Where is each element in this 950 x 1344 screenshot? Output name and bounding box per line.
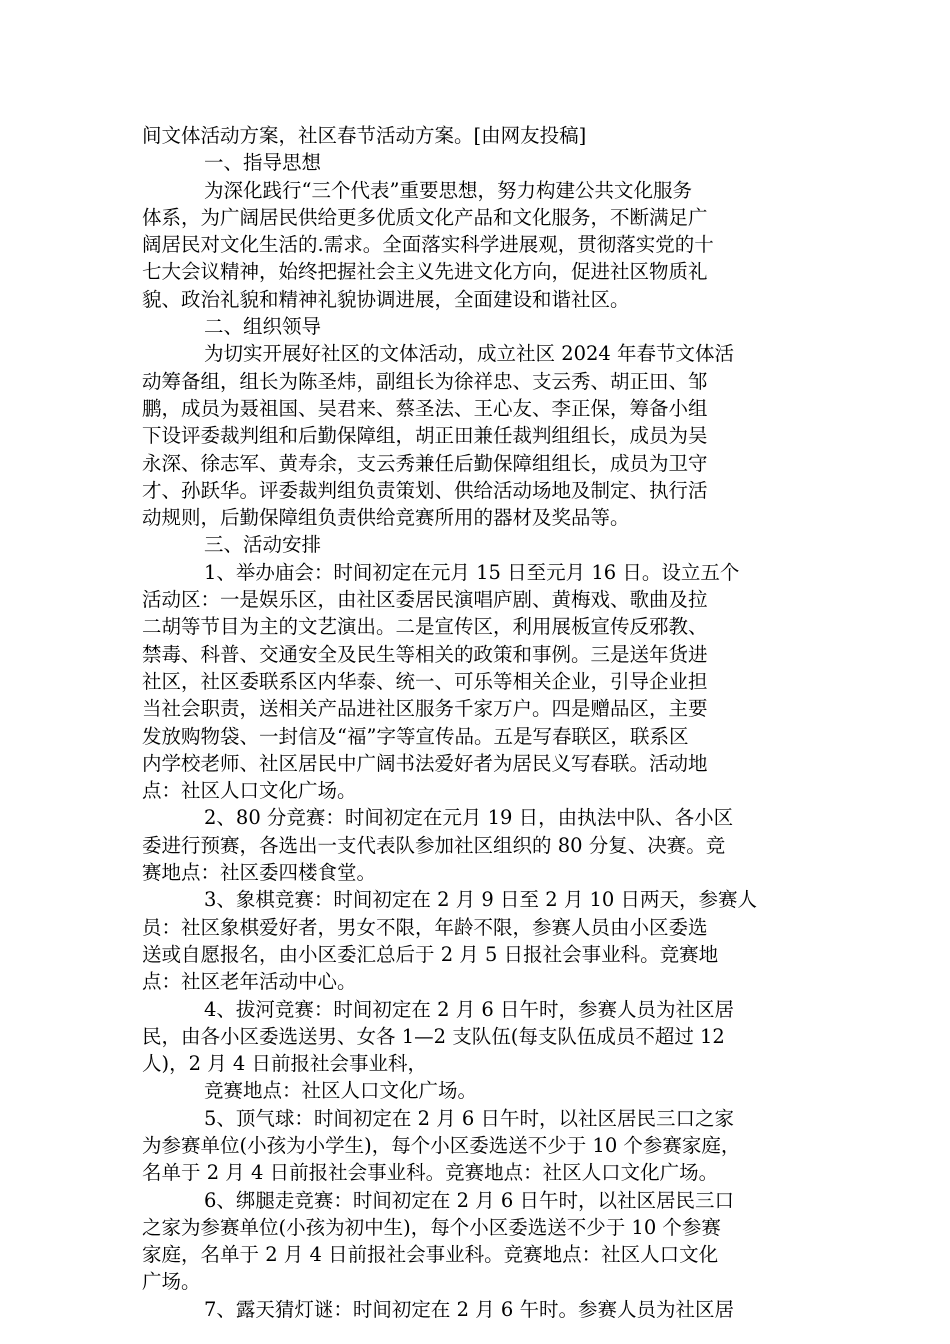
text-line: 2、80 分竞赛：时间初定在元月 19 日，由执法中队、各小区 [204, 806, 734, 830]
text-line: 动筹备组，组长为陈圣炜，副组长为徐祥忠、支云秀、胡正田、邹 [142, 369, 708, 393]
text-line: 员：社区象棋爱好者，男女不限，年龄不限，参赛人员由小区委选 [142, 915, 708, 939]
text-line: 二胡等节目为主的文艺演出。二是宣传区，利用展板宣传反邪教、 [142, 615, 708, 639]
text-line: 为深化践行“三个代表”重要思想，努力构建公共文化服务 [204, 178, 692, 202]
text-line: 禁毒、科普、交通安全及民生等相关的政策和事例。三是送年货进 [142, 642, 708, 666]
text-line: 当社会职责，送相关产品进社区服务千家万户。四是赠品区，主要 [142, 697, 708, 721]
text-line: 才、孙跃华。评委裁判组负责策划、供给活动场地及制定、执行活 [142, 478, 708, 502]
text-line: 阔居民对文化生活的.需求。全面落实科学进展观，贯彻落实党的十 [142, 233, 714, 257]
text-line: 动规则，后勤保障组负责供给竞赛所用的器材及奖品等。 [142, 506, 630, 530]
text-line: 永深、徐志军、黄寿余，支云秀兼任后勤保障组组长，成员为卫守 [142, 451, 708, 475]
text-line: 6、绑腿走竞赛：时间初定在 2 月 6 日午时，以社区居民三口 [204, 1188, 735, 1212]
text-line: 为参赛单位(小孩为小学生)，每个小区委选送不少于 10 个参赛家庭， [142, 1133, 741, 1157]
text-line: 间文体活动方案，社区春节活动方案。[由网友投稿] [142, 124, 587, 147]
document-body [142, 122, 810, 1323]
text-line: 貌、政治礼貌和精神礼貌协调进展，全面建设和谐社区。 [142, 287, 630, 311]
text-line: 3、象棋竞赛：时间初定在 2 月 9 日至 2 月 10 日两天，参赛人 [204, 888, 758, 912]
text-line: 广场。 [142, 1270, 201, 1294]
text-line: 人)，2 月 4 日前报社会事业科， [142, 1052, 428, 1076]
text-line: 民，由各小区委选送男、女各 1—2 支队伍(每支队伍成员不超过 12 [142, 1024, 725, 1048]
text-line: 送或自愿报名，由小区委汇总后于 2 月 5 日报社会事业科。竞赛地 [142, 942, 719, 966]
text-line: 发放购物袋、一封信及“福”字等宣传品。五是写春联区，联系区 [142, 724, 689, 748]
text-line: 赛地点：社区委四楼食堂。 [142, 861, 377, 885]
text-line: 为切实开展好社区的文体活动，成立社区 2024 年春节文体活 [204, 342, 735, 366]
text-line: 一、指导思想 [204, 151, 322, 175]
text-line: 体系，为广阔居民供给更多优质文化产品和文化服务，不断满足广 [142, 205, 708, 229]
text-line: 之家为参赛单位(小孩为初中生)，每个小区委选送不少于 10 个参赛 [142, 1215, 721, 1239]
text-line: 下设评委裁判组和后勤保障组，胡正田兼任裁判组组长，成员为吴 [142, 424, 708, 448]
text-line: 5、顶气球：时间初定在 2 月 6 日午时，以社区居民三口之家 [204, 1106, 735, 1130]
text-line: 名单于 2 月 4 日前报社会事业科。竞赛地点：社区人口文化广场。 [142, 1161, 719, 1185]
text-line: 家庭，名单于 2 月 4 日前报社会事业科。竞赛地点：社区人口文化 [142, 1243, 719, 1267]
text-line: 7、露天猜灯谜：时间初定在 2 月 6 午时。参赛人员为社区居 [204, 1297, 735, 1321]
text-line: 七大会议精神，始终把握社会主义先进文化方向，促进社区物质礼 [142, 260, 708, 284]
text-line: 活动区：一是娱乐区，由社区委居民演唱庐剧、黄梅戏、歌曲及拉 [142, 588, 708, 612]
text-line: 社区，社区委联系区内华泰、统一、可乐等相关企业，引导企业担 [142, 669, 708, 693]
text-line: 三、活动安排 [204, 533, 322, 557]
text-line: 委进行预赛，各选出一支代表队参加社区组织的 80 分复、决赛。竞 [142, 833, 726, 857]
text-line: 点：社区人口文化广场。 [142, 779, 357, 803]
text-line: 竞赛地点：社区人口文化广场。 [204, 1079, 478, 1103]
text-line: 二、组织领导 [204, 315, 322, 339]
text-line: 内学校老师、社区居民中广阔书法爱好者为居民义写春联。活动地 [142, 751, 708, 775]
text-line: 1、举办庙会：时间初定在元月 15 日至元月 16 日。设立五个 [204, 560, 740, 584]
text-line: 4、拔河竞赛：时间初定在 2 月 6 日午时，参赛人员为社区居 [204, 997, 735, 1021]
text-line: 点：社区老年活动中心。 [142, 970, 357, 994]
text-line: 鹏，成员为聂祖国、吴君来、蔡圣法、王心友、李正保，筹备小组 [142, 396, 708, 420]
